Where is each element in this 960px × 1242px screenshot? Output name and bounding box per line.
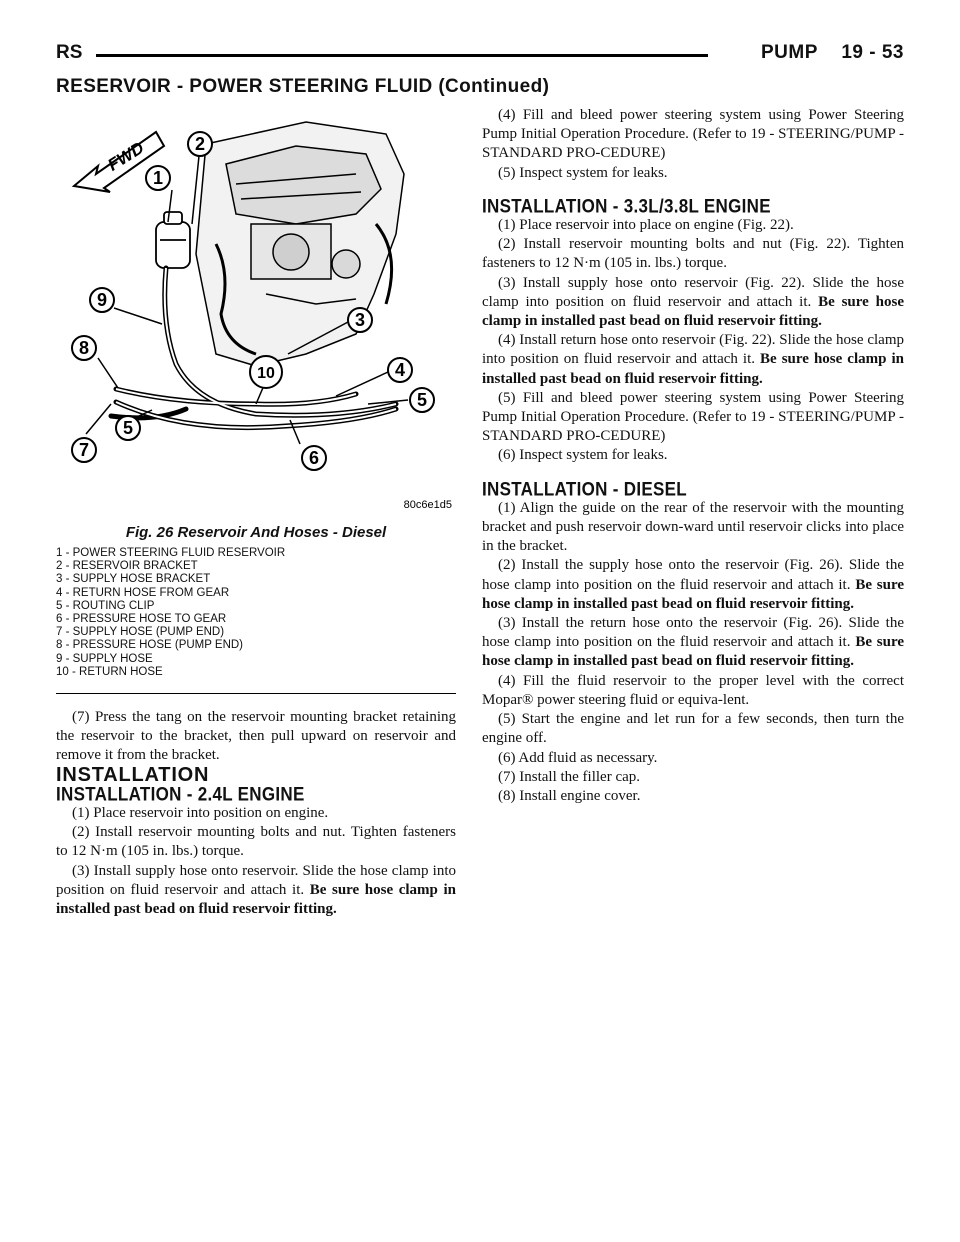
step-24-5: (5) Inspect system for leaks. (498, 164, 668, 181)
step-33-3: (3) Install supply hose onto reservoir (Fig. 22). Slide the hose clamp into position on fluid reservoir and attach it. Be sure hose clamp in installed past bead on fluid reservoir fitting. (482, 274, 904, 330)
step-d-8: (8) Install engine cover. (498, 787, 641, 804)
svg-text:4: 4 (394, 360, 406, 380)
callout-9 (90, 288, 114, 312)
header-right (743, 42, 904, 64)
engine-block (196, 122, 404, 366)
reservoir-icon (156, 212, 190, 268)
callout-1 (146, 166, 170, 190)
step-33-2: (2) Install reservoir mounting bolts and nut (Fig. 22). Tighten fasteners to 12 N·m (105 in. lbs.) torque. (482, 236, 904, 272)
step-d-7: (7) Install the filler cap. (498, 768, 641, 785)
step-24-1: (1) Place reservoir into position on engine. (72, 805, 329, 822)
right-column (482, 106, 904, 806)
step-d-3: (3) Install the return hose onto the reservoir (Fig. 26). Slide the hose clamp into position on the fluid reservoir and attach it. Be sure hose clamp in installed past bead on fluid reservoir fitting. (482, 615, 905, 670)
step-d-6: (6) Add fluid as necessary. (498, 749, 658, 766)
step-24-3: (3) Install supply hose onto reservoir. Slide the hose clamp into position on fluid reservoir and attach it. Be sure hose clamp in installed past bead on fluid reservoir fitting. (56, 862, 457, 918)
legend-item: 6 - PRESSURE HOSE TO GEAR (56, 613, 227, 626)
caution-text: Be sure hose clamp in installed past bead on fluid reservoir fitting. (56, 881, 457, 918)
legend-item: 5 - ROUTING CLIP (56, 599, 155, 612)
step-33-4: (4) Install return hose onto reservoir (Fig. 22). Slide the hose clamp into position on fluid reservoir and attach it. Be sure hose clamp in installed past bead on fluid reservoir fitting. (482, 332, 905, 387)
svg-text:5: 5 (416, 390, 428, 410)
callout-8 (72, 336, 96, 360)
header-page-number: 19 - 53 (841, 42, 904, 63)
caution-text: Be sure hose clamp in installed past bead on fluid reservoir fitting. (482, 634, 905, 670)
header-rule (96, 54, 708, 57)
heading-diesel: INSTALLATION - DIESEL (482, 478, 687, 500)
header-section: PUMP (761, 42, 818, 63)
callout-10 (250, 356, 282, 388)
step-d-2: (2) Install the supply hose onto the reservoir (Fig. 26). Slide the hose clamp into position on the fluid reservoir and attach it. Be sure hose clamp in installed past bead on fluid reservoir fitting. (482, 557, 905, 612)
figure-code: 80c6e1d5 (403, 499, 452, 511)
legend-item: 2 - RESERVOIR BRACKET (56, 560, 198, 573)
section-title: RESERVOIR - POWER STEERING FLUID (Continued) (56, 76, 550, 97)
legend-item: 9 - SUPPLY HOSE (56, 652, 153, 665)
callout-7 (72, 438, 96, 462)
callout-4 (388, 358, 412, 382)
fwd-label: FWD (104, 138, 148, 175)
heading-3-3l-engine: INSTALLATION - 3.3L/3.8L ENGINE (482, 195, 771, 217)
legend-divider (56, 693, 456, 694)
header-model: RS (56, 42, 83, 63)
page-header (56, 42, 904, 78)
step-33-5: (5) Fill and bleed power steering system using Power Steering Pump Initial Operation Procedure. (Refer to 19 - STEERING/PUMP - STANDARD PRO-CEDURE) (482, 389, 904, 445)
caution-text: Be sure hose clamp in installed past bead on fluid reservoir fitting. (482, 293, 904, 330)
callout-2 (188, 132, 212, 156)
legend-item: 1 - POWER STEERING FLUID RESERVOIR (56, 547, 286, 559)
left-column (56, 708, 456, 919)
installation-heading: INSTALLATION (56, 763, 210, 786)
step-33-1: (1) Place reservoir into place on engine (Fig. 22). (498, 217, 794, 234)
legend-item: 10 - RETURN HOSE (56, 665, 163, 678)
svg-text:10: 10 (257, 365, 275, 382)
legend-item: 3 - SUPPLY HOSE BRACKET (56, 573, 211, 586)
legend-item: 7 - SUPPLY HOSE (PUMP END) (56, 626, 225, 639)
heading-2-4l-engine: INSTALLATION - 2.4L ENGINE (56, 783, 305, 805)
legend-item: 4 - RETURN HOSE FROM GEAR (56, 586, 230, 599)
engine-illustration (56, 104, 456, 522)
svg-text:3: 3 (354, 310, 366, 330)
legend-item: 8 - PRESSURE HOSE (PUMP END) (56, 639, 244, 652)
svg-text:8: 8 (78, 338, 90, 358)
caution-text: Be sure hose clamp in installed past bead on fluid reservoir fitting. (482, 351, 905, 387)
svg-text:5: 5 (122, 418, 134, 438)
callout-6 (302, 446, 326, 470)
step-d-1: (1) Align the guide on the rear of the reservoir with the mounting bracket and push reservoir down-ward until reservoir clicks into place in the bracket. (482, 499, 904, 555)
removal-step-7: (7) Press the tang on the reservoir mounting bracket retaining the reservoir to the bracket, then pull upward on reservoir and remove it from the bracket. (56, 709, 456, 764)
figure-legend (56, 547, 456, 679)
svg-text:2: 2 (194, 134, 206, 154)
svg-text:1: 1 (152, 168, 164, 188)
svg-text:6: 6 (308, 448, 320, 468)
step-24-4: (4) Fill and bleed power steering system using Power Steering Pump Initial Operation Procedure. (Refer to 19 - STEERING/PUMP - STANDARD PRO-CEDURE) (482, 107, 904, 162)
figure-caption: Fig. 26 Reservoir And Hoses - Diesel (125, 524, 387, 541)
step-d-5: (5) Start the engine and let run for a few seconds, then turn the engine off. (482, 711, 904, 747)
callout-5b (116, 416, 140, 440)
caution-text: Be sure hose clamp in installed past bead on fluid reservoir fitting. (482, 576, 905, 612)
step-33-6: (6) Inspect system for leaks. (498, 447, 668, 464)
step-24-2: (2) Install reservoir mounting bolts and nut. Tighten fasteners to 12 N·m (105 in. lbs.) torque. (56, 824, 456, 860)
step-d-4: (4) Fill the fluid reservoir to the proper level with the correct Mopar® power steering fluid or equiva-lent. (482, 672, 904, 708)
svg-text:7: 7 (78, 440, 90, 460)
figure-reservoir-hoses (56, 104, 456, 522)
callout-5a (410, 388, 434, 412)
svg-text:9: 9 (96, 290, 108, 310)
callout-3 (348, 308, 372, 332)
